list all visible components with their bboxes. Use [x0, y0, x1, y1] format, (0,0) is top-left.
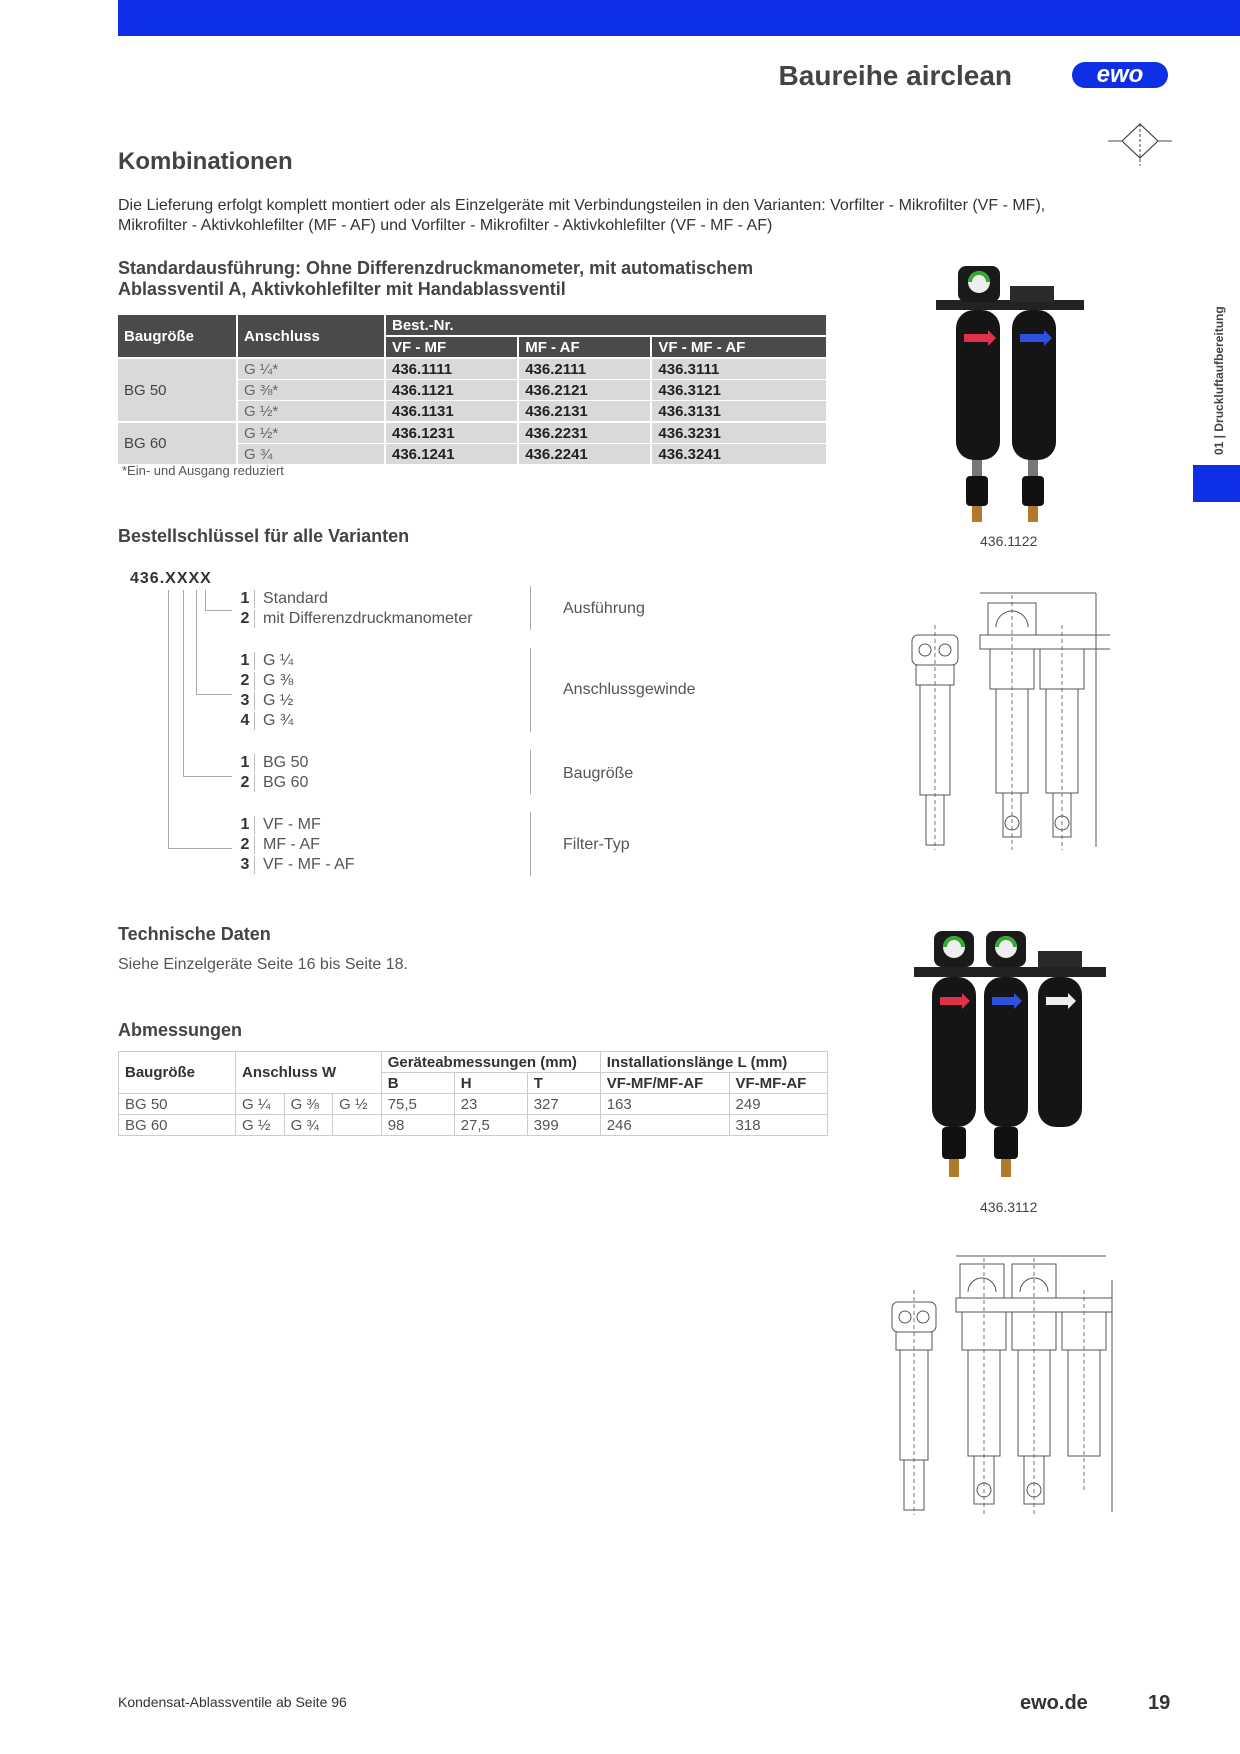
- key-label-thread: Anschlussgewinde: [563, 681, 696, 698]
- key-num: 2: [236, 610, 255, 628]
- cell: [333, 1115, 382, 1136]
- key-text: G ½: [263, 692, 294, 709]
- order-cell: 436.3121: [651, 380, 827, 401]
- tech-text: Siehe Einzelgeräte Seite 16 bis Seite 18.: [118, 956, 408, 973]
- cell: BG 50: [119, 1094, 236, 1115]
- order-cell: 436.3131: [651, 401, 827, 423]
- key-num: 2: [236, 672, 255, 690]
- order-cell: 436.1231: [385, 422, 518, 444]
- order-cell: 436.1111: [385, 358, 518, 380]
- key-num: 3: [236, 856, 255, 874]
- svg-text:ewo: ewo: [1096, 61, 1144, 88]
- th-h: H: [454, 1073, 527, 1094]
- th-vf-mf-af: VF - MF - AF: [651, 336, 827, 358]
- order-cell: 436.1121: [385, 380, 518, 401]
- cell: G ¼: [236, 1094, 285, 1115]
- table-row: [118, 422, 827, 444]
- key-text: G ¼: [263, 652, 294, 669]
- conn-cell: G ¼*: [237, 358, 385, 380]
- tech-title: Technische Daten: [118, 924, 271, 944]
- th-order-nr: Best.-Nr.: [385, 315, 827, 336]
- conn-cell: G ½*: [237, 422, 385, 444]
- conn-cell: G ¾: [237, 444, 385, 465]
- cell: G ½: [333, 1094, 382, 1115]
- th-size: Baugröße: [118, 315, 237, 358]
- order-cell: 436.1131: [385, 401, 518, 423]
- top-accent-bar: [118, 0, 1240, 36]
- cell: 246: [600, 1115, 729, 1136]
- cell: 399: [527, 1115, 600, 1136]
- table-row: [119, 1094, 828, 1115]
- order-number-table: [118, 315, 828, 465]
- key-label-filter-type: Filter-Typ: [563, 836, 630, 853]
- th-install-length: Installationslänge L (mm): [600, 1052, 827, 1073]
- key-text: G ¾: [263, 712, 294, 729]
- cell: 318: [729, 1115, 827, 1136]
- dims-title: Abmessungen: [118, 1020, 243, 1040]
- key-text: Standard: [263, 590, 328, 607]
- order-cell: 436.2121: [518, 380, 651, 401]
- key-text: G ⅜: [263, 672, 294, 689]
- intro-text: Die Lieferung erfolgt komplett montiert oder als Einzelgeräte mit Verbindungsteilen in den Varianten: Vorfilter - Mikrofilter (VF - MF), Mikrofilter - Aktivkohlefilter (MF - AF) und Vorfilter - Mikrofilter - Aktivkohlefilter (VF - MF - AF): [118, 197, 1046, 234]
- technical-drawing-2-filters: [900, 585, 1110, 850]
- footer-note: Kondensat-Ablassventile ab Seite 96: [118, 1694, 347, 1710]
- cell: 249: [729, 1094, 827, 1115]
- th-connection: Anschluss W: [236, 1052, 382, 1094]
- key-label-execution: Ausführung: [563, 600, 645, 617]
- cell: 75,5: [381, 1094, 454, 1115]
- conn-cell: G ⅜*: [237, 380, 385, 401]
- table-row: [118, 358, 827, 380]
- key-text: MF - AF: [263, 836, 320, 853]
- key-num: 1: [236, 652, 255, 670]
- th-b: B: [381, 1073, 454, 1094]
- size-cell: BG 60: [118, 422, 237, 465]
- caption-photo-1: 436.1122: [980, 533, 1038, 549]
- key-text: VF - MF - AF: [263, 856, 355, 873]
- conn-cell: G ½*: [237, 401, 385, 423]
- technical-drawing-3-filters: [880, 1250, 1120, 1515]
- cell: 163: [600, 1094, 729, 1115]
- key-text: BG 60: [263, 774, 309, 791]
- product-photo-436-1122: [930, 258, 1090, 530]
- order-cell: 436.1241: [385, 444, 518, 465]
- key-num: 2: [236, 774, 255, 792]
- key-label-size: Baugröße: [563, 765, 634, 782]
- table-row: [119, 1115, 828, 1136]
- order-cell: 436.3231: [651, 422, 827, 444]
- table-footnote: *Ein- und Ausgang reduziert: [122, 463, 284, 478]
- key-text: BG 50: [263, 754, 309, 771]
- order-cell: 436.2231: [518, 422, 651, 444]
- caption-photo-2: 436.3112: [980, 1199, 1038, 1215]
- dimensions-table: [118, 1051, 828, 1136]
- chapter-label: 01 | Druckluftaufbereitung: [1212, 306, 1226, 455]
- footer-website-link[interactable]: ewo.de: [1020, 1692, 1088, 1714]
- th-l2: VF-MF-AF: [729, 1073, 827, 1094]
- page-header-title: Baureihe airclean: [778, 60, 1012, 91]
- key-num: 1: [236, 590, 255, 608]
- th-t: T: [527, 1073, 600, 1094]
- cell: 23: [454, 1094, 527, 1115]
- page-number: 19: [1148, 1692, 1171, 1714]
- order-cell: 436.2111: [518, 358, 651, 380]
- key-num: 4: [236, 712, 255, 730]
- th-device-dims: Geräteabmessungen (mm): [381, 1052, 600, 1073]
- standard-title: Standardausführung: Ohne Differenzdruckmanometer, mit automatischem Ablassventil A, Aktivkohlefilter mit Handablassventil: [118, 258, 754, 299]
- key-num: 1: [236, 816, 255, 834]
- key-text: mit Differenzdruckmanometer: [263, 610, 473, 627]
- section-title: Kombinationen: [118, 148, 293, 175]
- th-connection: Anschluss: [237, 315, 385, 358]
- chapter-tab: [1193, 465, 1240, 502]
- th-size: Baugröße: [119, 1052, 236, 1094]
- th-l1: VF-MF/MF-AF: [600, 1073, 729, 1094]
- order-key-code: 436.XXXX: [130, 570, 212, 587]
- key-num: 1: [236, 754, 255, 772]
- key-num: 2: [236, 836, 255, 854]
- cell: 327: [527, 1094, 600, 1115]
- order-cell: 436.3111: [651, 358, 827, 380]
- cell: 27,5: [454, 1115, 527, 1136]
- key-text: VF - MF: [263, 816, 321, 833]
- order-key-title: Bestellschlüssel für alle Varianten: [118, 526, 410, 546]
- cell: G ¾: [284, 1115, 333, 1136]
- cell: 98: [381, 1115, 454, 1136]
- size-cell: BG 50: [118, 358, 237, 422]
- product-photo-436-3112: [910, 925, 1110, 1197]
- th-vf-mf: VF - MF: [385, 336, 518, 358]
- key-num: 3: [236, 692, 255, 710]
- filter-symbol-icon: [1108, 122, 1172, 168]
- order-cell: 436.2241: [518, 444, 651, 465]
- ewo-logo: [1070, 56, 1170, 92]
- order-cell: 436.3241: [651, 444, 827, 465]
- cell: G ⅜: [284, 1094, 333, 1115]
- th-mf-af: MF - AF: [518, 336, 651, 358]
- cell: BG 60: [119, 1115, 236, 1136]
- order-cell: 436.2131: [518, 401, 651, 423]
- cell: G ½: [236, 1115, 285, 1136]
